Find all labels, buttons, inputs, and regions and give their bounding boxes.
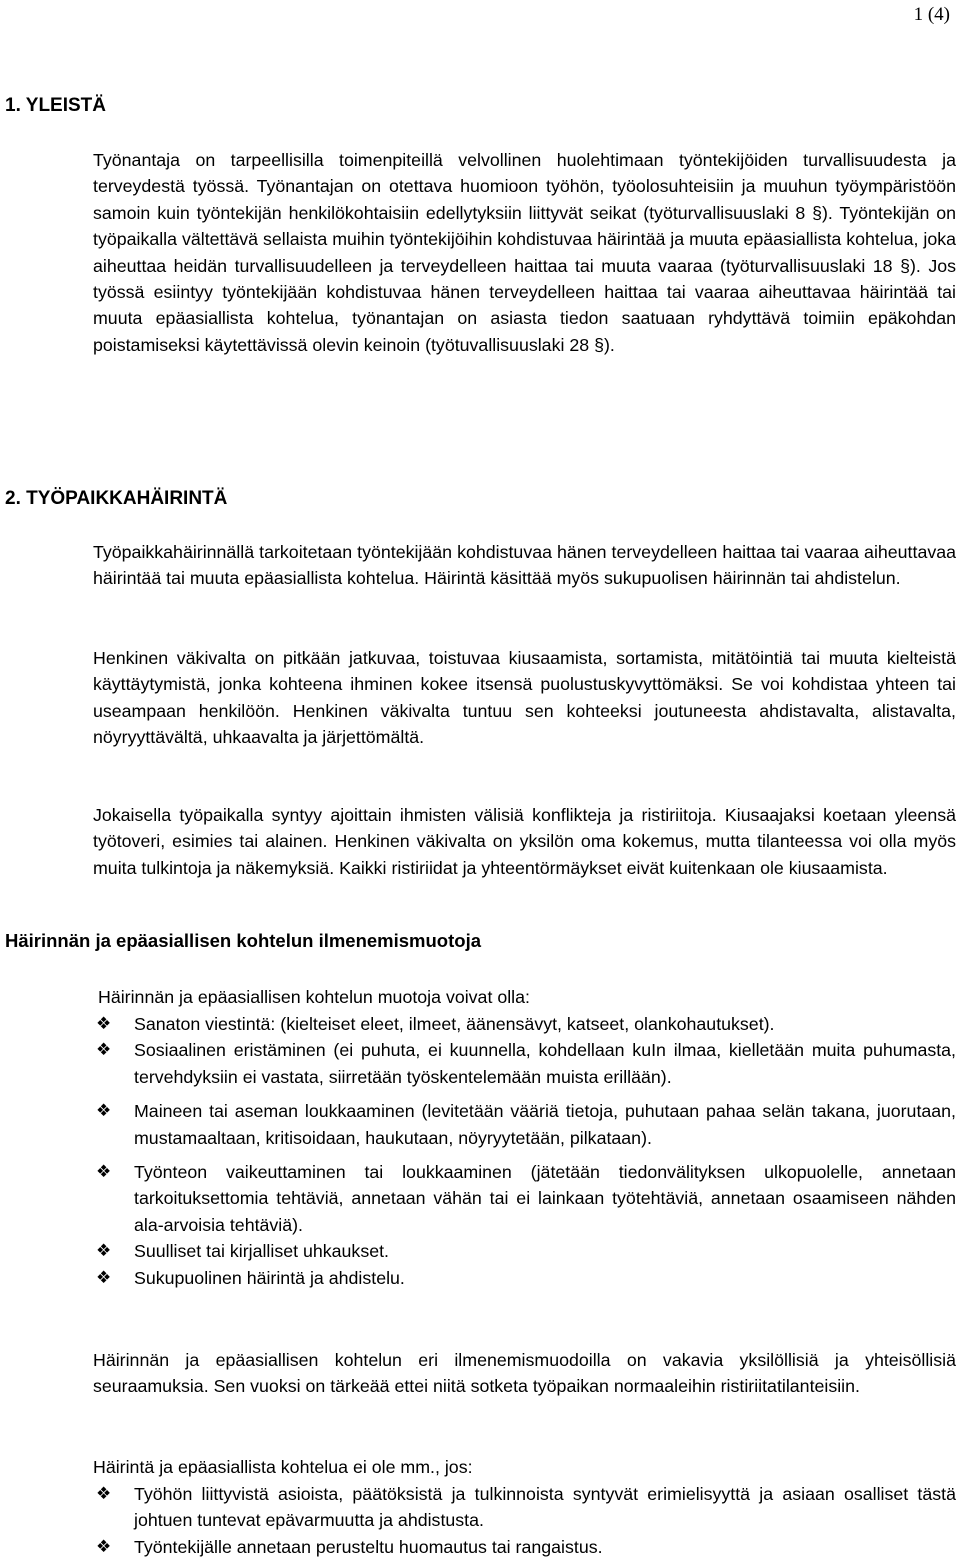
section-2-paragraph-3: Jokaisella työpaikalla syntyy ajoittain ihmisten välisiä konflikteja ja ristiriitoja. Kiusaajaksi koetaan yleensä työtoveri, esimies tai alainen. Henkinen väkivalta on yksilön oma kokemus, mutta tilanteessa voi olla myös muita tulkintoja ja näkemyksiä. Kaikki ristiriidat ja yhteentörmäykset eivät kuitenkaan ole kiusaamista.	[93, 805, 956, 878]
not-harassment-intro: Häirintä ja epäasiallista kohtelua ei ole mm., jos:	[93, 1457, 473, 1477]
list-item: ❖ Suulliset tai kirjalliset uhkaukset.	[96, 1238, 956, 1264]
forms-intro: Häirinnän ja epäasiallisen kohtelun muotoja voivat olla:	[98, 987, 530, 1007]
diamond-bullet-icon: ❖	[96, 1040, 112, 1060]
page-number: 1 (4)	[913, 4, 950, 25]
consequences-paragraph: Häirinnän ja epäasiallisen kohtelun eri ilmenemismuodoilla on vakavia yksilöllisiä ja yhteisöllisiä seuraamuksia. Sen vuoksi on tärkeää ettei niitä sotketa työpaikan normaaleihin ristiriitatilanteisiin.	[93, 1350, 956, 1397]
diamond-bullet-icon: ❖	[96, 1536, 112, 1556]
list-item: ❖ Maineen tai aseman loukkaaminen (levitetään vääriä tietoja, puhutaan pahaa selän takana, juorutaan, mustamaaltaan, kritisoidaan, haukutaan, nöyryytetään, pilkataan).	[96, 1098, 956, 1151]
diamond-bullet-icon: ❖	[96, 1484, 112, 1503]
list-item: ❖ Sanaton viestintä: (kielteiset eleet, ilmeet, äänensävyt, katseet, olankohautukset).	[96, 1011, 956, 1037]
section-1-heading: 1. YLEISTÄ	[5, 95, 107, 116]
list-item: ❖ Sukupuolinen häirintä ja ahdistelu.	[96, 1265, 956, 1291]
section-2-paragraph-2: Henkinen väkivalta on pitkään jatkuvaa, toistuvaa kiusaamista, sortamista, mitätöintiä tai muuta kielteistä käyttäytymistä, jonka kohteena ihminen kokee itsensä puolustuskyvyttömäksi. Se voi kohdistaa yhteen tai useampaan henkilöön. Henkinen väkivalta tuntuu sen kohteeksi joutuneesta ahdistavalta, alistavalta, nöyryyttävältä, uhkaavalta ja järjettömältä.	[93, 648, 956, 748]
list-item: ❖ Työnteon vaikeuttaminen tai loukkaaminen (jätetään tiedonvälityksen ulkopuolelle, annetaan tarkoituksettomia tehtäviä, annetaan vähän tai ei lainkaan työtehtäviä, annetaan osaamiseen nähden ala-arvoisia tehtäviä).	[96, 1159, 956, 1238]
subsection-heading: Häirinnän ja epäasiallisen kohtelun ilmenemismuotoja	[5, 930, 481, 951]
list-item: ❖ Sosiaalinen eristäminen (ei puhuta, ei kuunnella, kohdellaan kuIn ilmaa, kielletään muita puhumasta, tervehdyksiin ei vastata, siirretään työskentelemään muista erillään).	[96, 1037, 956, 1090]
list-item: ❖ Työhön liittyvistä asioista, päätöksistä ja tulkinnoista syntyvät erimielisyyttä ja asiaan osalliset tästä johtuen tuntevat epävarmuutta ja ahdistusta.	[96, 1481, 956, 1534]
section-2-heading: 2. TYÖPAIKKAHÄIRINTÄ	[5, 488, 228, 509]
forms-list	[96, 1011, 956, 1291]
diamond-bullet-icon: ❖	[96, 1101, 112, 1121]
section-1-paragraph: Työnantaja on tarpeellisilla toimenpiteillä velvollinen huolehtimaan työntekijöiden turvallisuudesta ja terveydestä työssä. Työnantajan on otettava huomioon työhön, työolosuhteisiin ja muuhun työympäristöön samoin kuin työntekijän henkilökohtaisiin edellytyksiin liittyvät seikat (työturvallisuuslaki 8 §). Työntekijän on työpaikalla vältettävä sellaista muihin työntekijöihin kohdistuvaa häirintää ja muuta epäasiallista kohtelua, joka aiheuttaa heidän turvallisuudelleen ja terveydelleen haittaa tai muuta vaaraa (työturvallisuuslaki 18 §). Jos työssä esiintyy työntekijään kohdistuvaa hänen terveydelleen haittaa tai vaaraa aiheuttavaa häirintää tai muuta epäasiallista kohtelua, työnantajan on asiasta tiedon saatuaan ryhdyttävä toimiin epäkohdan poistamiseksi käytettävissä olevin keinoin (työtuvallisuuslaki 28 §).	[93, 150, 956, 355]
not-harassment-list	[96, 1481, 956, 1560]
diamond-bullet-icon: ❖	[96, 1162, 112, 1182]
diamond-bullet-icon: ❖	[96, 1014, 112, 1033]
section-2-paragraph-1: Työpaikkahäirinnällä tarkoitetaan työntekijään kohdistuvaa hänen terveydelleen haittaa tai vaaraa aiheuttavaa häirintää tai muuta epäasiallista kohtelua. Häirintä käsittää myös sukupuolisen häirinnän tai ahdistelun.	[93, 542, 956, 589]
list-item: ❖ Työntekijälle annetaan perusteltu huomautus tai rangaistus.	[96, 1534, 956, 1560]
diamond-bullet-icon: ❖	[96, 1267, 112, 1287]
diamond-bullet-icon: ❖	[96, 1241, 112, 1261]
